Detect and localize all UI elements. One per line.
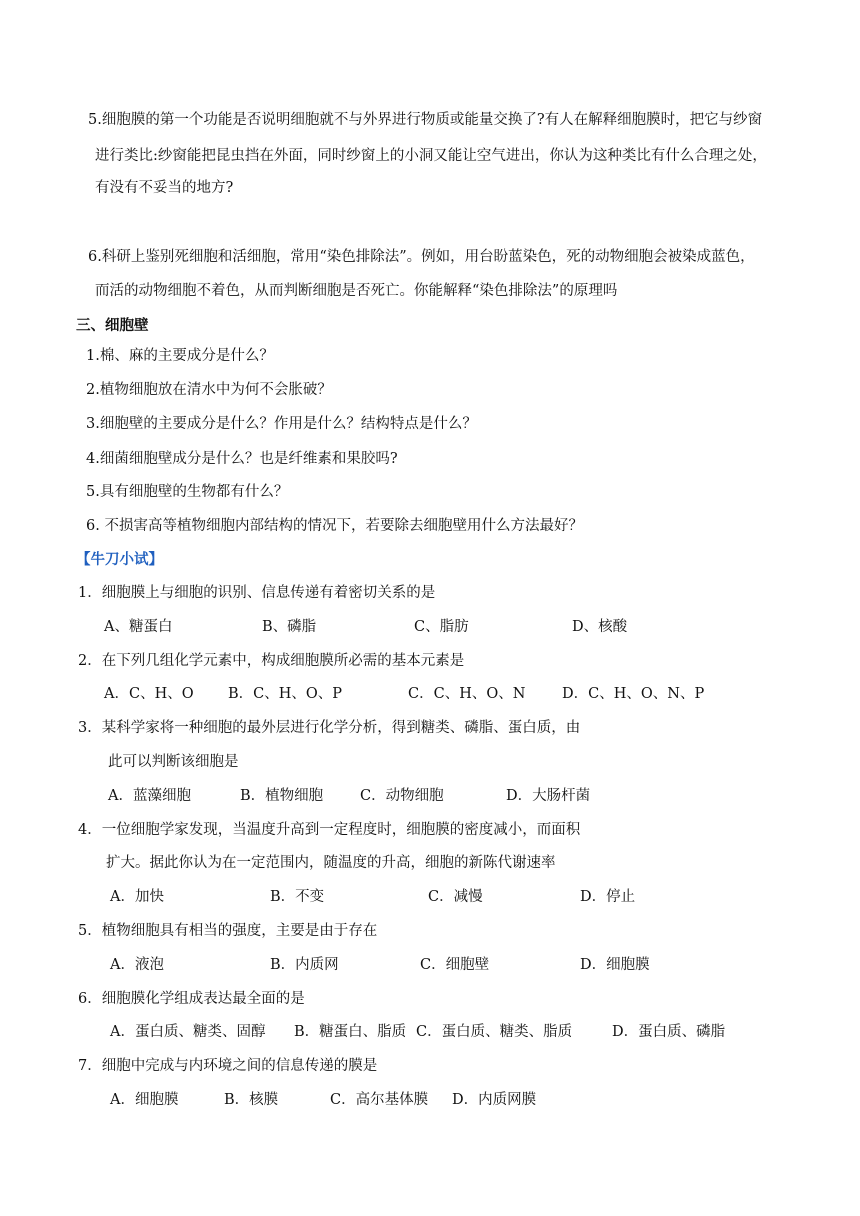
option-c: C．蛋白质、糖类、脂质 — [416, 1024, 573, 1040]
option-d: D．蛋白质、磷脂 — [612, 1024, 726, 1040]
option-c: C．细胞壁 — [420, 957, 490, 973]
question-6-line-1: 6.科研上鉴别死细胞和活细胞，常用“染色排除法”。例如，用台盼蓝染色，死的动物细胞会被染成蓝色， — [88, 249, 755, 265]
option-d: D．停止 — [580, 889, 636, 905]
cell-wall-question: 2.植物细胞放在清水中为何不会胀破？ — [86, 382, 332, 398]
question-5-line-3: 有没有不妥当的地方? — [95, 180, 234, 196]
option-a: A、糖蛋白 — [104, 619, 173, 635]
option-d: D．C、H、O、N、P — [562, 686, 705, 702]
cell-wall-question: 3.细胞壁的主要成分是什么？作用是什么？结构特点是什么？ — [86, 416, 477, 432]
question-5-line-2: 进行类比:纱窗能把昆虫挡在外面，同时纱窗上的小洞又能让空气进出，你认为这种类比有什么合理之处， — [95, 148, 767, 164]
option-d: D．大肠杆菌 — [506, 788, 591, 804]
option-b: B．核膜 — [224, 1092, 279, 1108]
option-c: C．C、H、O、N — [408, 686, 526, 702]
option-b: B、磷脂 — [262, 619, 317, 635]
cell-wall-question: 1.棉、麻的主要成分是什么？ — [86, 348, 274, 364]
quiz-question-stem: 6．细胞膜化学组成表达最全面的是 — [78, 991, 305, 1007]
quiz-options-row — [0, 617, 860, 637]
quiz-heading: 【牛刀小试】 — [76, 551, 163, 568]
quiz-options-row — [0, 1090, 860, 1110]
option-d: D．细胞膜 — [580, 957, 650, 973]
option-b: B．内质网 — [270, 957, 339, 973]
option-a: A．细胞膜 — [110, 1092, 179, 1108]
option-d: D．内质网膜 — [452, 1092, 537, 1108]
cell-wall-question: 6. 不损害高等植物细胞内部结构的情况下，若要除去细胞壁用什么方法最好？ — [86, 518, 583, 534]
quiz-question-stem: 3．某科学家将一种细胞的最外层进行化学分析，得到糖类、磷脂、蛋白质，由 — [78, 720, 581, 736]
option-b: B．糖蛋白、脂质 — [294, 1024, 407, 1040]
quiz-options-row — [0, 684, 860, 704]
option-b: B．不变 — [270, 889, 325, 905]
quiz-question-stem: 5．植物细胞具有相当的强度，主要是由于存在 — [78, 923, 378, 939]
quiz-question-stem-continued: 此可以判断该细胞是 — [108, 754, 239, 770]
option-a: A．加快 — [110, 889, 164, 905]
quiz-question-stem: 1．细胞膜上与细胞的识别、信息传递有着密切关系的是 — [78, 585, 436, 601]
quiz-options-row — [0, 786, 860, 806]
option-d: D、核酸 — [572, 619, 628, 635]
option-c: C．减慢 — [428, 889, 483, 905]
option-c: C．高尔基体膜 — [330, 1092, 429, 1108]
quiz-question-stem: 7．细胞中完成与内环境之间的信息传递的膜是 — [78, 1058, 378, 1074]
quiz-question-stem-continued: 扩大。据此你认为在一定范围内，随温度的升高，细胞的新陈代谢速率 — [106, 855, 556, 871]
quiz-options-row — [0, 887, 860, 907]
question-6-line-2: 而活的动物细胞不着色，从而判断细胞是否死亡。你能解释“染色排除法”的原理吗 — [95, 283, 618, 299]
option-a: A．蛋白质、糖类、固醇 — [110, 1024, 266, 1040]
cell-wall-question: 5.具有细胞壁的生物都有什么？ — [86, 484, 289, 500]
option-c: C．动物细胞 — [360, 788, 444, 804]
option-a: A．C、H、O — [104, 686, 194, 702]
option-c: C、脂肪 — [414, 619, 469, 635]
quiz-question-stem: 2．在下列几组化学元素中，构成细胞膜所必需的基本元素是 — [78, 653, 465, 669]
question-5-line-1: 5.细胞膜的第一个功能是否说明细胞就不与外界进行物质或能量交换了?有人在解释细胞膜时，把它与纱窗 — [88, 112, 763, 128]
quiz-question-stem: 4．一位细胞学家发现，当温度升高到一定程度时，细胞膜的密度减小，而面积 — [78, 822, 581, 838]
option-b: B．植物细胞 — [240, 788, 324, 804]
quiz-options-row — [0, 1022, 860, 1042]
section-heading-cell-wall: 三、细胞壁 — [76, 317, 149, 334]
option-b: B．C、H、O、P — [228, 686, 343, 702]
cell-wall-question: 4.细菌细胞壁成分是什么？也是纤维素和果胶吗? — [86, 451, 398, 467]
quiz-options-row — [0, 955, 860, 975]
option-a: A．蓝藻细胞 — [108, 788, 191, 804]
option-a: A．液泡 — [110, 957, 164, 973]
